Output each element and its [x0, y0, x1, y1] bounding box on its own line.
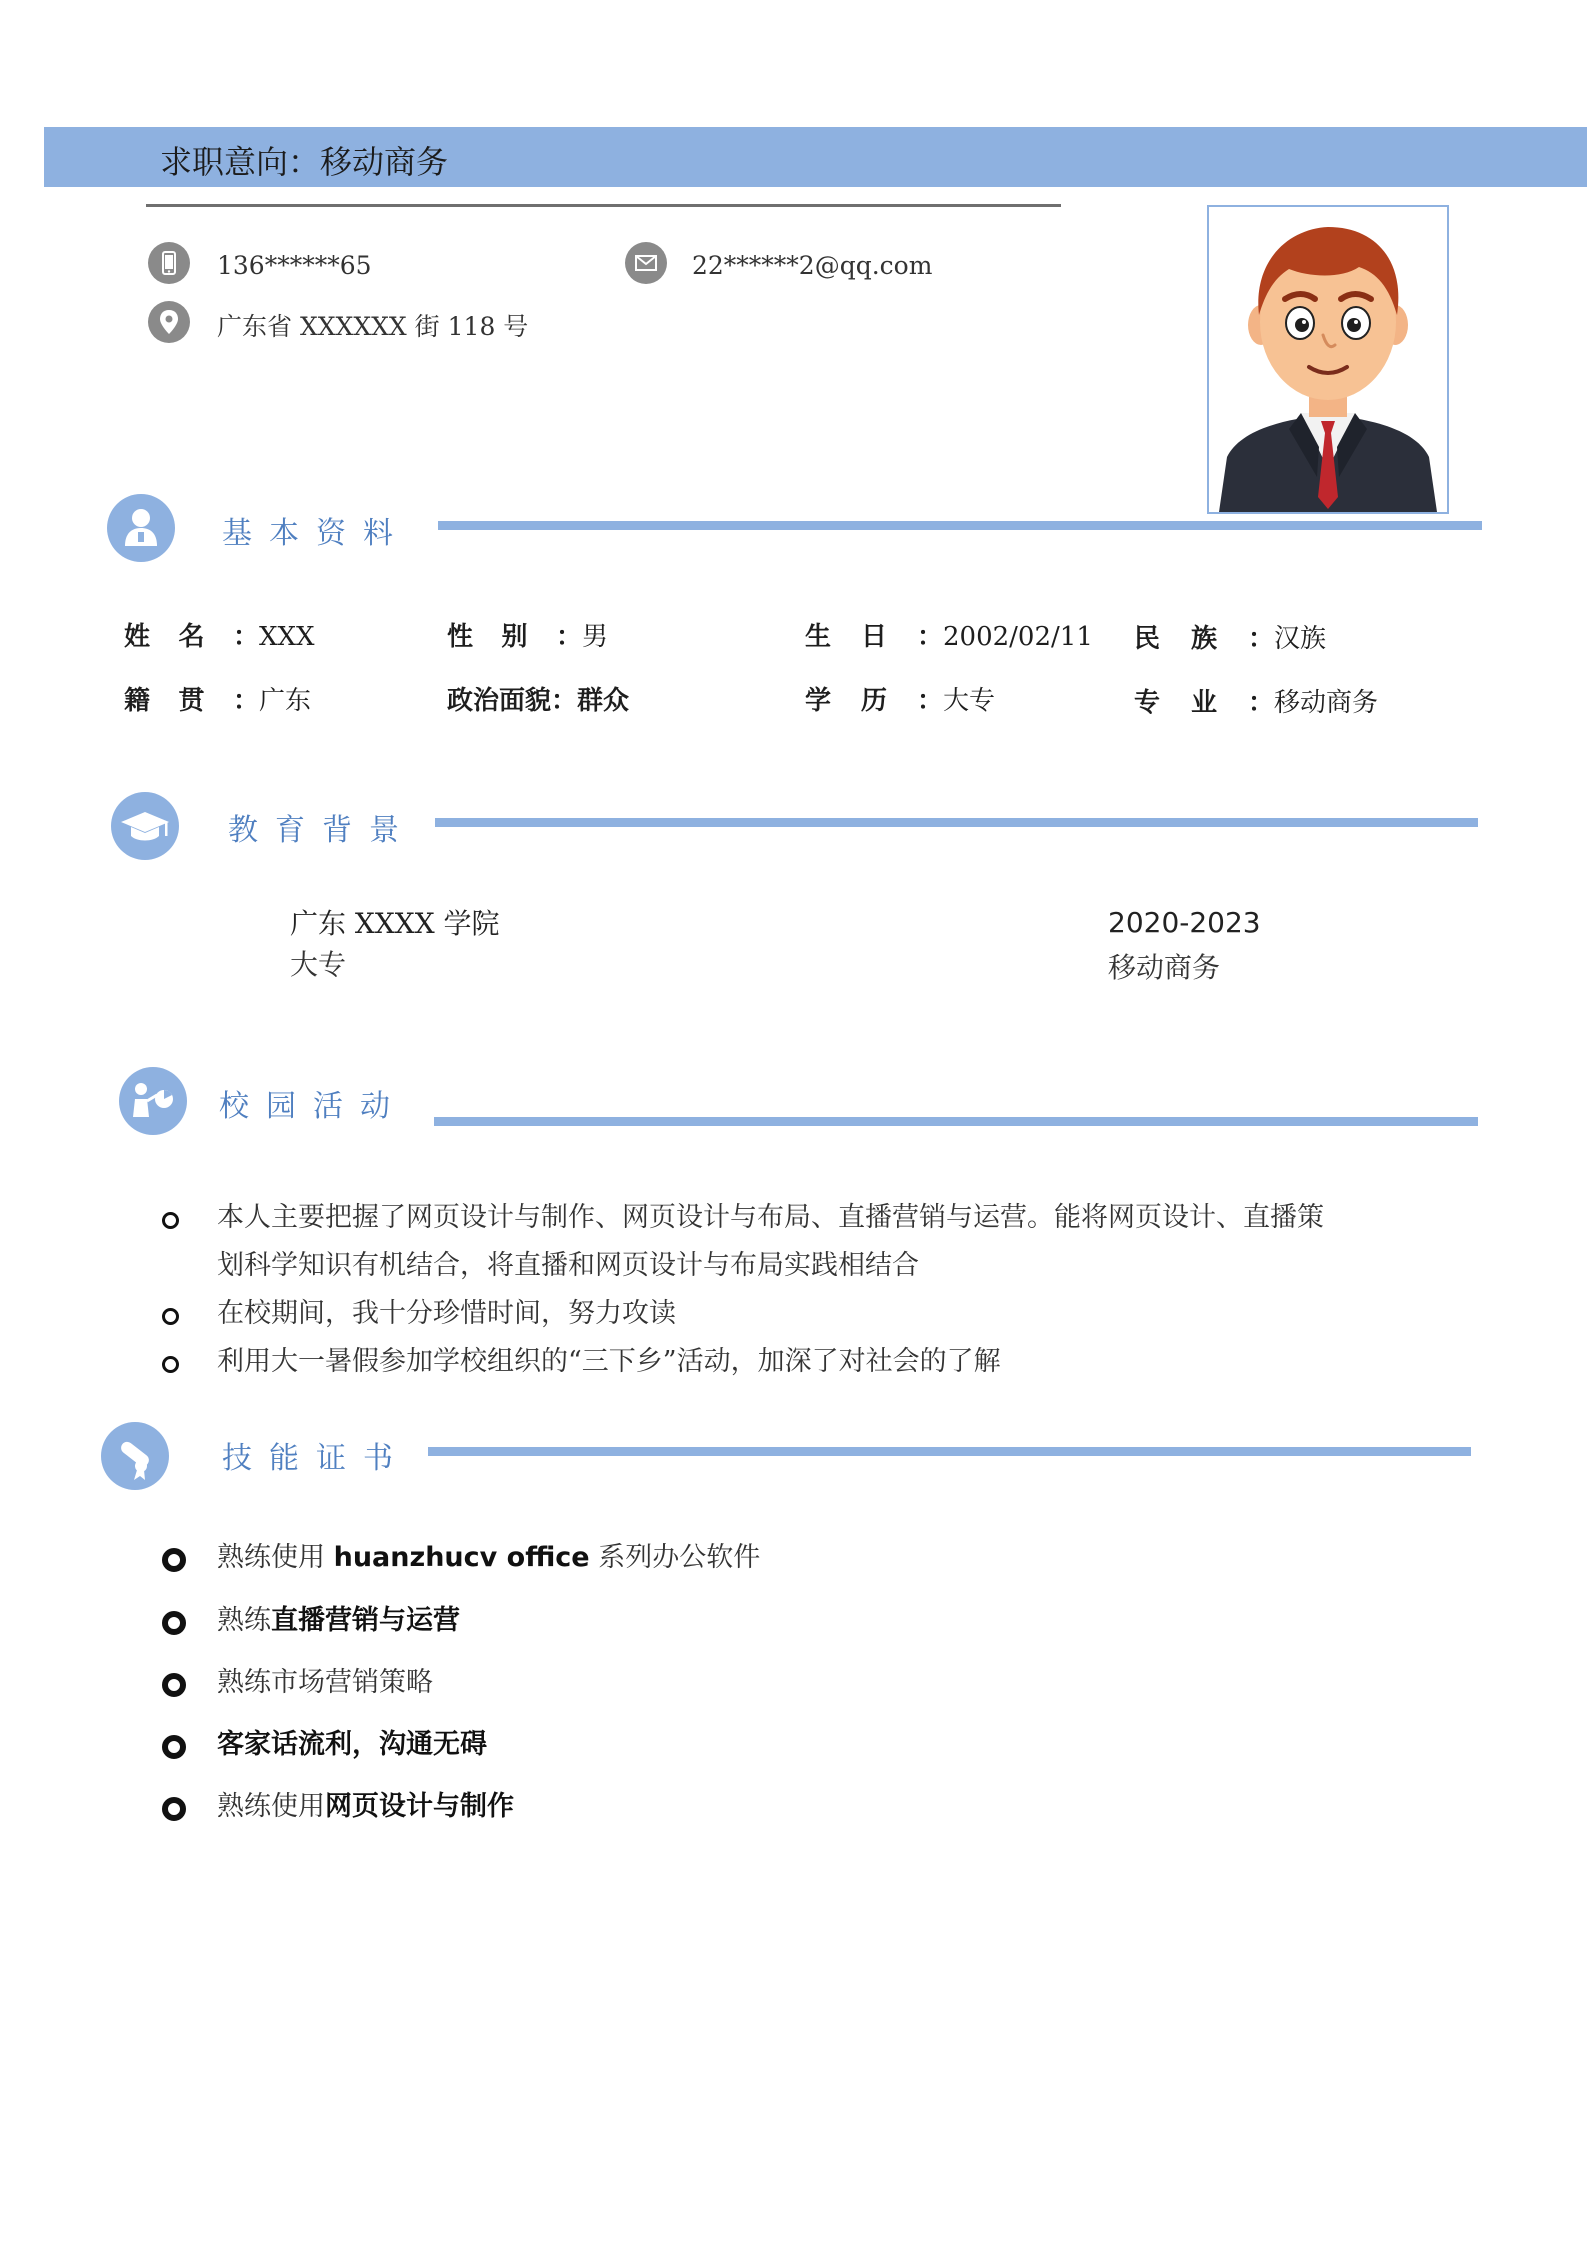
skill-item-4: 客家话流利，沟通无碍 — [217, 1729, 487, 1760]
list-bullet — [162, 1673, 186, 1697]
phone-icon — [148, 242, 190, 284]
skill-item-5-emphasis: 网页设计与制作 — [325, 1791, 514, 1822]
list-bullet — [162, 1308, 179, 1325]
info-political-value: 群众 — [577, 686, 630, 716]
campus-item-2: 在校期间，我十分珍惜时间，努力攻读 — [217, 1298, 676, 1329]
email-address: 22******2@qq.com — [692, 251, 933, 280]
info-degree — [805, 680, 995, 717]
phone-number: 136******65 — [217, 251, 372, 280]
info-name-value: XXX — [259, 622, 315, 652]
info-ethnicity-label: 民族： — [1134, 624, 1274, 654]
list-bullet — [162, 1735, 186, 1759]
section-rule-basic — [438, 521, 1482, 530]
info-major-label: 专业： — [1134, 688, 1274, 718]
list-bullet — [162, 1797, 186, 1821]
education-years: 2020-2023 — [1108, 906, 1261, 939]
skill-item-2-prefix: 熟练 — [217, 1605, 271, 1636]
home-address: 广东省 XXXXXX 街 118 号 — [217, 312, 529, 341]
section-title-basic: 基本资料 — [222, 516, 410, 551]
campus-item-1-line-2: 划科学知识有机结合，将直播和网页设计与布局实践相结合 — [217, 1250, 919, 1281]
info-native-value: 广东 — [259, 686, 312, 716]
list-bullet — [162, 1548, 186, 1572]
presenter-icon — [119, 1067, 187, 1135]
section-rule-education — [435, 818, 1478, 827]
info-birth-value: 2002/02/11 — [943, 622, 1093, 652]
campus-item-1-line-1: 本人主要把握了网页设计与制作、网页设计与布局、直播营销与运营。能将网页设计、直播策 — [217, 1202, 1324, 1233]
info-degree-label: 学历： — [805, 686, 943, 716]
skill-item-5-prefix: 熟练使用 — [217, 1791, 325, 1822]
education-level: 大专 — [290, 948, 347, 981]
job-intention-title: 求职意向：移动商务 — [160, 143, 449, 181]
skill-item-5 — [217, 1783, 514, 1831]
location-pin-icon — [148, 301, 190, 343]
info-native-label: 籍贯： — [124, 686, 259, 716]
education-school: 广东 XXXX 学院 — [290, 907, 500, 940]
info-degree-value: 大专 — [943, 686, 996, 716]
diploma-icon — [101, 1422, 169, 1490]
skill-item-1-prefix: 熟练使用 — [217, 1542, 334, 1573]
info-birth-label: 生日： — [805, 622, 943, 652]
user-icon — [107, 494, 175, 562]
section-title-skills: 技能证书 — [222, 1441, 410, 1476]
education-major: 移动商务 — [1108, 951, 1221, 984]
info-gender — [447, 616, 608, 653]
info-major-value: 移动商务 — [1274, 688, 1379, 718]
info-political — [447, 680, 629, 717]
skill-item-2 — [217, 1597, 460, 1645]
section-rule-skills — [428, 1447, 1471, 1456]
skill-item-1-emphasis: huanzhucv office — [333, 1542, 590, 1573]
campus-item-3: 利用大一暑假参加学校组织的“三下乡”活动，加深了对社会的了解 — [217, 1346, 1001, 1377]
info-name — [124, 616, 315, 653]
info-native — [124, 680, 311, 717]
list-bullet — [162, 1212, 179, 1229]
info-gender-value: 男 — [582, 622, 609, 652]
skill-item-2-emphasis: 直播营销与运营 — [271, 1605, 460, 1636]
skill-item-1-suffix: 系列办公软件 — [589, 1542, 761, 1573]
envelope-icon — [625, 242, 667, 284]
section-rule-campus — [434, 1117, 1478, 1126]
info-ethnicity-value: 汉族 — [1274, 624, 1327, 654]
info-name-label: 姓名： — [124, 622, 259, 652]
list-bullet — [162, 1611, 186, 1635]
info-birth — [805, 616, 1093, 653]
skill-item-1 — [217, 1534, 760, 1582]
info-gender-label: 性别： — [447, 622, 582, 652]
skill-item-3: 熟练市场营销策略 — [217, 1667, 433, 1698]
info-political-label: 政治面貌： — [447, 686, 578, 716]
profile-photo — [1207, 205, 1449, 514]
section-title-education: 教育背景 — [228, 813, 416, 848]
graduation-cap-icon — [111, 792, 179, 860]
info-major — [1134, 682, 1378, 719]
header-divider — [146, 204, 1061, 207]
info-ethnicity — [1134, 618, 1326, 655]
section-title-campus: 校园活动 — [219, 1089, 407, 1124]
list-bullet — [162, 1356, 179, 1373]
